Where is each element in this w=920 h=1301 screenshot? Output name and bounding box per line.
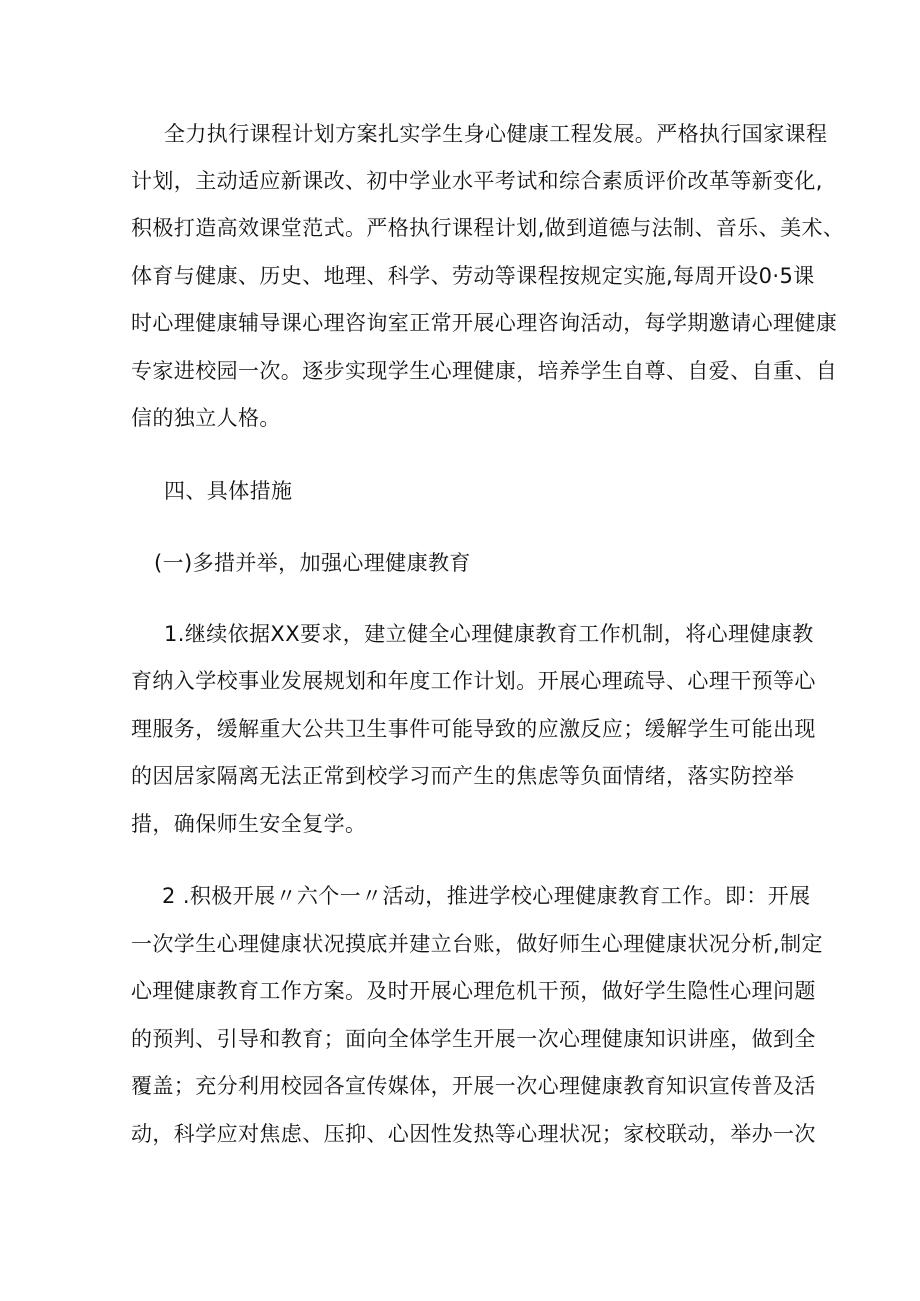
paragraph-curriculum-line-3: 积极打造高效课堂范式。严格执行课程计划,做到道德与法制、音乐、美术、: [131, 216, 845, 240]
paragraph-curriculum-line-6: 专家进校园一次。逐步实现学生心理健康，培养学生自尊、自爱、自重、自: [131, 359, 838, 383]
paragraph-curriculum-line-2: 计划，主动适应新课改、初中学业水平考试和综合素质评价改革等新变化,: [131, 169, 823, 193]
item-2-line-3: 心理健康教育工作方案。及时开展心理危机干预，做好学生隐性心理问题: [131, 979, 816, 1003]
item-1-line-1: 1.继续依据XX要求，建立健全心理健康教育工作机制，将心理健康教: [164, 622, 814, 646]
item-2-line-4: 的预判、引导和教育；面向全体学生开展一次心理健康知识讲座，做到全: [131, 1027, 816, 1051]
section-heading: 四、具体措施: [164, 479, 293, 503]
item-2-line-2: 一次学生心理健康状况摸底并建立台账，做好师生心理健康状况分析,制定: [131, 932, 823, 956]
paragraph-curriculum-line-7: 信的独立人格。: [131, 406, 281, 430]
paragraph-curriculum-line-5: 时心理健康辅导课心理咨询室正常开展心理咨询活动，每学期邀请心理健康: [131, 311, 838, 335]
item-1-line-3: 理服务，缓解重大公共卫生事件可能导致的应激反应；缓解学生可能出现: [131, 717, 816, 741]
subsection-heading: (一)多措并举，加强心理健康教育: [154, 551, 471, 575]
item-2-line-5: 覆盖；充分利用校园各宣传媒体，开展一次心理健康教育知识宣传普及活: [131, 1074, 816, 1098]
item-1-line-5: 措，确保师生安全复学。: [131, 812, 367, 836]
paragraph-curriculum-line-4: 体育与健康、历史、地理、科学、劳动等课程按规定实施,每周开设0·5课: [131, 264, 815, 288]
item-1-line-2: 育纳入学校事业发展规划和年度工作计划。开展心理疏导、心理干预等心: [131, 669, 816, 693]
item-2-line-6: 动，科学应对焦虑、压抑、心因性发热等心理状况；家校联动，举办一次: [131, 1122, 816, 1146]
item-1-line-4: 的因居家隔离无法正常到校学习而产生的焦虑等负面情绪，落实防控举: [131, 764, 795, 788]
item-2-line-1: 2 .积极开展〃六个一〃活动，推进学校心理健康教育工作。即：开展: [162, 884, 811, 908]
paragraph-curriculum-line-1: 全力执行课程计划方案扎实学生身心健康工程发展。严格执行国家课程: [164, 122, 828, 146]
